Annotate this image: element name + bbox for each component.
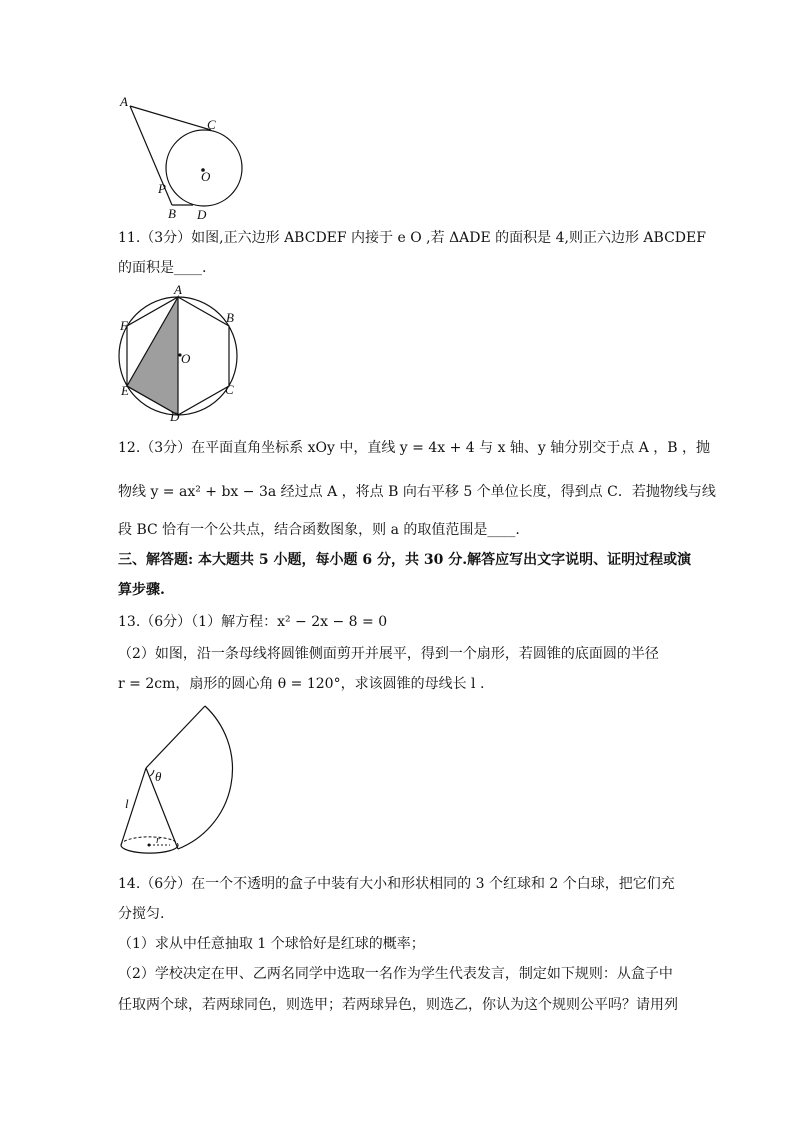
q12-line2: 物线 y = ax² + bx − 3a 经过点 A ，将点 B 向右平移 5 个单位长度，得到点 C．若抛物线与线 xyxy=(118,484,716,500)
label-E: E xyxy=(121,383,129,398)
q14-line4: （2）学校决定在甲、乙两名同学中选取一名作为学生代表发言，制定如下规则：从盒子中 xyxy=(118,966,673,982)
label-D: D xyxy=(197,207,207,222)
label-F: F xyxy=(120,318,128,333)
q11-line1: 11.（3分）如图,正六边形 ABCDEF 内接于 e O ,若 ΔADE 的面积是 4,则正六边形 ABCDEF xyxy=(118,230,706,246)
section3-line1: 三、解答题: 本大题共 5 小题，每小题 6 分，共 30 分.解答应写出文字说明、证明过程或演 xyxy=(118,552,692,568)
q14-line1: 14.（6分）在一个不透明的盒子中装有大小和形状相同的 3 个红球和 2 个白球，把它们充 xyxy=(118,876,675,892)
q14-line2: 分搅匀. xyxy=(118,906,165,922)
section3-line2: 算步骤. xyxy=(118,582,165,598)
figure-cone-sector xyxy=(115,700,245,865)
label-l: l xyxy=(125,796,129,811)
q12-line1: 12.（3分）在平面直角坐标系 xOy 中，直线 y = 4x + 4 与 x 轴、y 轴分别交于点 A ，B ，抛 xyxy=(118,440,711,456)
q13-line3: r = 2cm，扇形的圆心角 θ = 120°，求该圆锥的母线长 l . xyxy=(118,676,485,692)
q11-line2: 的面积是____. xyxy=(118,260,207,276)
figure-tangent-circle xyxy=(110,92,260,227)
label-A: A xyxy=(120,94,128,109)
label-theta: θ xyxy=(155,769,162,784)
q12-line3: 段 BC 恰有一个公共点，结合函数图象，则 a 的取值范围是____. xyxy=(118,522,520,538)
label-P: P xyxy=(158,181,166,196)
figure-hexagon-circle xyxy=(110,283,250,423)
q14-line3: （1）求从中任意抽取 1 个球恰好是红球的概率； xyxy=(118,936,425,952)
q14-line5: 任取两个球，若两球同色，则选甲；若两球异色，则选乙，你认为这个规则公平吗？请用列 xyxy=(118,997,678,1013)
label-O: O xyxy=(181,351,191,366)
label-C: C xyxy=(207,117,216,132)
label-C: C xyxy=(225,382,234,397)
label-B: B xyxy=(168,206,176,221)
label-B: B xyxy=(226,310,234,325)
q13-line1: 13.（6分）（1）解方程：x² − 2x − 8 = 0 xyxy=(118,614,388,630)
label-r: r xyxy=(156,834,161,846)
label-D: D xyxy=(170,409,180,424)
label-A: A xyxy=(174,282,182,297)
label-O: O xyxy=(201,169,211,184)
q13-line2: （2）如图，沿一条母线将圆锥侧面剪开并展平，得到一个扇形，若圆锥的底面圆的半径 xyxy=(118,646,659,662)
